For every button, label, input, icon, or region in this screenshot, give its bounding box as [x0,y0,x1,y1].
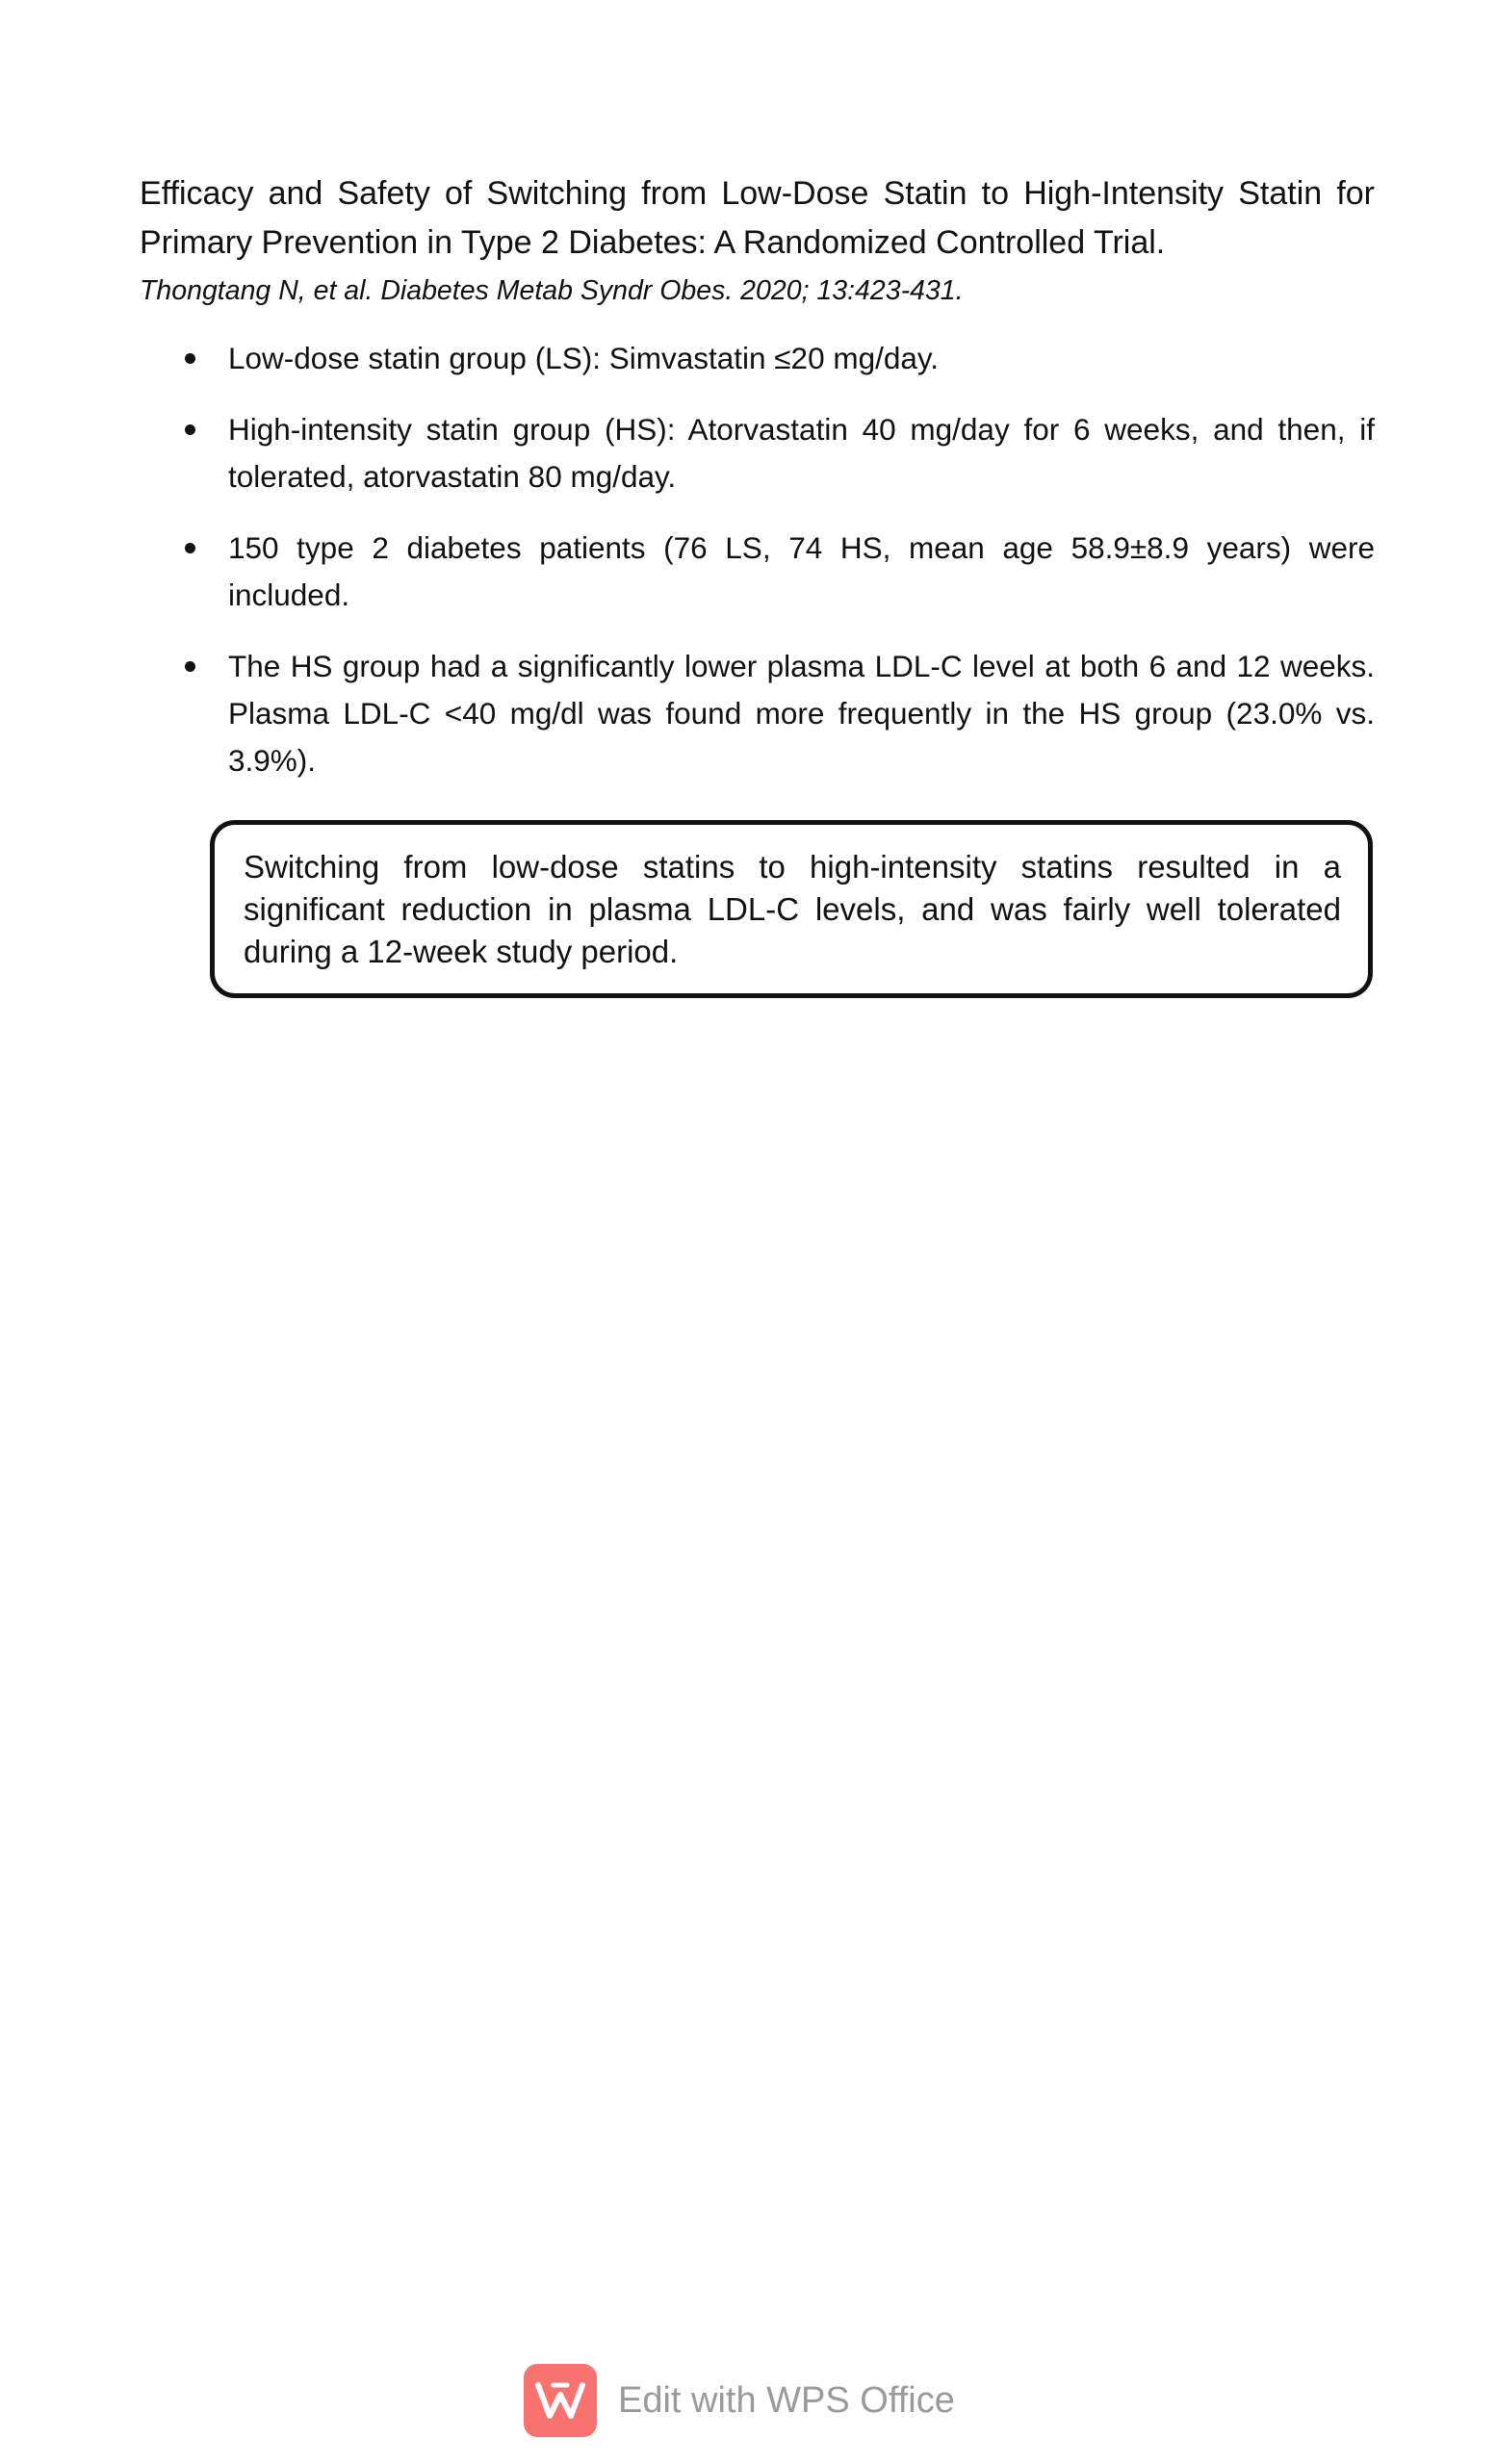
bullet-dot-icon [185,543,195,553]
bullet-text: Low-dose statin group (LS): Simvastatin ≤20 mg/day. [228,341,940,375]
bullet-dot-icon [185,661,195,672]
bullet-list [140,335,1375,808]
bullet-item-ls-group [140,335,1375,382]
summary-box [210,820,1373,998]
bullet-text: The HS group had a significantly lower plasma LDL-C level at both 6 and 12 weeks. Plasma LDL-C <40 mg/dl was found more frequently in the HS group (23.0% vs. 3.9%). [228,649,1375,778]
bullet-dot-icon [185,353,195,364]
wps-label: Edit with WPS Office [618,2380,955,2421]
bullet-text: High-intensity statin group (HS): Atorvastatin 40 mg/day for 6 weeks, and then, if tolerated, atorvastatin 80 mg/day. [228,412,1375,494]
summary-text: Switching from low-dose statins to high-intensity statins resulted in a significant reduction in plasma LDL-C levels, and was fairly well tolerated during a 12-week study period. [244,849,1341,969]
bullet-item-results [140,643,1375,784]
wps-logo-icon [524,2364,597,2437]
bullet-dot-icon [185,424,195,435]
edit-with-wps-button[interactable] [524,2363,955,2438]
bullet-text: 150 type 2 diabetes patients (76 LS, 74 HS, mean age 58.9±8.9 years) were included. [228,530,1375,612]
bullet-item-hs-group [140,406,1375,500]
citation: Thongtang N, et al. Diabetes Metab Syndr Obes. 2020; 13:423-431. [140,275,964,306]
bullet-item-patients [140,525,1375,619]
document-title: Efficacy and Safety of Switching from Low-Dose Statin to High-Intensity Statin for Primary Prevention in Type 2 Diabetes: A Randomized Controlled Trial. [140,175,1375,261]
